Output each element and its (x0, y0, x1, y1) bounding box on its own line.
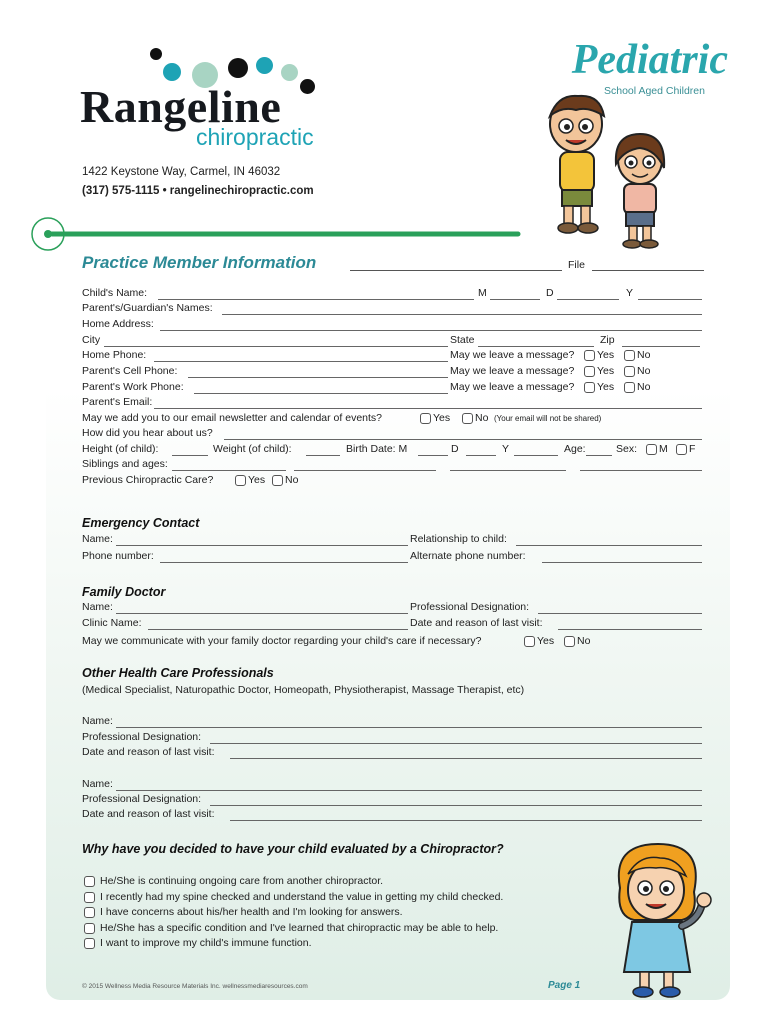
birth-y-label: Y (502, 443, 510, 455)
clinic-address: 1422 Keystone Way, Carmel, IN 46032 (82, 166, 281, 178)
form-title: Practice Member Information (82, 253, 317, 272)
home-phone-msg-yes-checkbox[interactable] (584, 350, 595, 361)
hcp2-last-visit-input[interactable] (230, 820, 702, 821)
communicate-no-checkbox[interactable] (564, 636, 575, 647)
why-option-1-checkbox[interactable] (84, 876, 95, 887)
dob-y-input[interactable] (638, 299, 702, 300)
home-phone-msg-no-checkbox[interactable] (624, 350, 635, 361)
no-label: No (475, 412, 489, 424)
doctor-name-input[interactable] (116, 613, 408, 614)
hcp2-name-label: Name: (82, 778, 113, 790)
why-option-5-label: I want to improve my child's immune function. (100, 937, 312, 949)
alt-phone-input[interactable] (542, 562, 702, 563)
birth-m-input[interactable] (418, 455, 448, 456)
sibling-2-input[interactable] (294, 470, 436, 471)
clinic-name-input[interactable] (148, 629, 408, 630)
weight-label: Weight (of child): (213, 443, 292, 455)
hcp1-name-label: Name: (82, 715, 113, 727)
clinic-contact: (317) 575-1115 • rangelinechiropractic.com (82, 185, 314, 197)
sibling-4-input[interactable] (580, 470, 702, 471)
yes-label: Yes (597, 365, 615, 377)
no-label: No (577, 635, 591, 647)
doctor-last-visit-input[interactable] (558, 629, 702, 630)
yes-label: Yes (248, 474, 266, 486)
why-option-4-label: He/She has a specific condition and I've learned that chiropractic may be able to help. (100, 922, 499, 934)
newsletter-yes-checkbox[interactable] (420, 413, 431, 424)
home-phone-label: Home Phone: (82, 349, 147, 361)
doctor-name-label: Name: (82, 601, 113, 613)
yes-label: Yes (597, 349, 615, 361)
yes-label: Yes (433, 412, 451, 424)
hcp1-designation-input[interactable] (210, 743, 702, 744)
prev-chiro-no-checkbox[interactable] (272, 475, 283, 486)
city-label: City (82, 334, 101, 346)
dob-y-label: Y (626, 287, 634, 299)
dob-m-input[interactable] (490, 299, 540, 300)
no-label: No (637, 365, 651, 377)
hcp2-last-visit-label: Date and reason of last visit: (82, 808, 215, 820)
age-label: Age: (564, 443, 586, 455)
home-address-label: Home Address: (82, 318, 154, 330)
hear-label: How did you hear about us? (82, 427, 213, 439)
cell-phone-msg-yes-checkbox[interactable] (584, 366, 595, 377)
email-input[interactable] (154, 408, 702, 409)
other-hcp-heading: Other Health Care Professionals (82, 666, 274, 680)
no-label: No (637, 381, 651, 393)
work-phone-input[interactable] (194, 393, 448, 394)
alt-phone-label: Alternate phone number: (410, 550, 526, 562)
emergency-phone-label: Phone number: (82, 550, 154, 562)
brand-sub: chiropractic (196, 124, 314, 150)
why-option-5-checkbox[interactable] (84, 938, 95, 949)
parents-names-label: Parent's/Guardian's Names: (82, 302, 213, 314)
work-phone-msg-label: May we leave a message? (450, 381, 575, 393)
zip-label: Zip (600, 334, 615, 346)
file-input[interactable] (592, 270, 704, 271)
work-phone-msg-no-checkbox[interactable] (624, 382, 635, 393)
why-option-4-checkbox[interactable] (84, 923, 95, 934)
birth-d-label: D (451, 443, 459, 455)
newsletter-no-checkbox[interactable] (462, 413, 473, 424)
home-phone-msg-label: May we leave a message? (450, 349, 575, 361)
parents-names-input[interactable] (222, 314, 702, 315)
why-option-2-checkbox[interactable] (84, 892, 95, 903)
emergency-phone-input[interactable] (160, 562, 408, 563)
yes-label: Yes (537, 635, 555, 647)
age-input[interactable] (586, 455, 612, 456)
title-underline (350, 270, 562, 271)
sex-m-checkbox[interactable] (646, 444, 657, 455)
other-hcp-subtitle: (Medical Specialist, Naturopathic Doctor, Homeopath, Physiotherapist, Massage Therapist, etc) (82, 684, 525, 696)
cell-phone-msg-label: May we leave a message? (450, 365, 575, 377)
hcp1-last-visit-label: Date and reason of last visit: (82, 746, 215, 758)
cell-phone-label: Parent's Cell Phone: (82, 365, 178, 377)
siblings-label: Siblings and ages: (82, 458, 168, 470)
sex-f-checkbox[interactable] (676, 444, 687, 455)
hcp1-last-visit-input[interactable] (230, 758, 702, 759)
state-label: State (450, 334, 475, 346)
yes-label: Yes (597, 381, 615, 393)
family-doctor-heading: Family Doctor (82, 585, 166, 599)
height-input[interactable] (172, 455, 208, 456)
relationship-label: Relationship to child: (410, 533, 507, 545)
prev-chiro-yes-checkbox[interactable] (235, 475, 246, 486)
emergency-heading: Emergency Contact (82, 516, 200, 530)
school-aged-label: School Aged Children (604, 85, 705, 97)
hcp2-name-input[interactable] (116, 790, 702, 791)
clinic-name-label: Clinic Name: (82, 617, 142, 629)
page-number: Page 1 (548, 980, 581, 991)
why-heading: Why have you decided to have your child evaluated by a Chiropractor? (82, 842, 504, 856)
kids-illustration (528, 94, 678, 254)
brand-name: Rangeline (80, 81, 282, 132)
child-name-label: Child's Name: (82, 287, 148, 299)
height-label: Height (of child): (82, 443, 159, 455)
state-input[interactable] (478, 346, 594, 347)
cell-phone-msg-no-checkbox[interactable] (624, 366, 635, 377)
doctor-designation-input[interactable] (538, 613, 702, 614)
home-address-input[interactable] (160, 330, 702, 331)
copyright-text: © 2015 Wellness Media Resource Materials Inc. wellnessmediaresources.com (82, 983, 308, 990)
communicate-label: May we communicate with your family doctor regarding your child's care if necessary? (82, 635, 482, 647)
email-label: Parent's Email: (82, 396, 153, 408)
birth-d-input[interactable] (466, 455, 496, 456)
decorative-divider (28, 214, 528, 254)
dob-d-label: D (546, 287, 554, 299)
emergency-name-label: Name: (82, 533, 113, 545)
girl-illustration (598, 840, 716, 1000)
work-phone-label: Parent's Work Phone: (82, 381, 184, 393)
sex-f-label: F (689, 443, 696, 455)
child-name-input[interactable] (158, 299, 474, 300)
hcp2-designation-input[interactable] (210, 805, 702, 806)
why-option-3-checkbox[interactable] (84, 907, 95, 918)
newsletter-label: May we add you to our email newsletter and calendar of events? (82, 412, 383, 424)
no-label: No (637, 349, 651, 361)
sex-m-label: M (659, 443, 668, 455)
cell-phone-input[interactable] (188, 377, 448, 378)
hear-input[interactable] (224, 439, 702, 440)
weight-input[interactable] (306, 455, 340, 456)
birth-y-input[interactable] (514, 455, 558, 456)
dob-m-label: M (478, 287, 487, 299)
communicate-yes-checkbox[interactable] (524, 636, 535, 647)
pediatric-heading: Pediatric (571, 37, 728, 83)
prev-chiro-label: Previous Chiropractic Care? (82, 474, 214, 486)
dob-d-input[interactable] (557, 299, 619, 300)
work-phone-msg-yes-checkbox[interactable] (584, 382, 595, 393)
birth-date-label: Birth Date: M (346, 443, 408, 455)
emergency-name-input[interactable] (116, 545, 408, 546)
home-phone-input[interactable] (154, 361, 448, 362)
doctor-designation-label: Professional Designation: (410, 601, 530, 613)
file-label: File (568, 259, 585, 271)
why-option-3-label: I have concerns about his/her health and I'm looking for answers. (100, 906, 403, 918)
sibling-1-input[interactable] (172, 470, 286, 471)
relationship-input[interactable] (516, 545, 702, 546)
email-note: (Your email will not be shared) (494, 414, 602, 423)
why-option-2-label: I recently had my spine checked and understand the value in getting my child checked. (100, 891, 504, 903)
hcp1-name-input[interactable] (116, 727, 702, 728)
no-label: No (285, 474, 299, 486)
sibling-3-input[interactable] (450, 470, 566, 471)
doctor-last-visit-label: Date and reason of last visit: (410, 617, 543, 629)
hcp1-designation-label: Professional Designation: (82, 731, 202, 743)
zip-input[interactable] (622, 346, 700, 347)
city-input[interactable] (104, 346, 448, 347)
why-option-1-label: He/She is continuing ongoing care from another chiropractor. (100, 875, 384, 887)
hcp2-designation-label: Professional Designation: (82, 793, 202, 805)
sex-label: Sex: (616, 443, 638, 455)
